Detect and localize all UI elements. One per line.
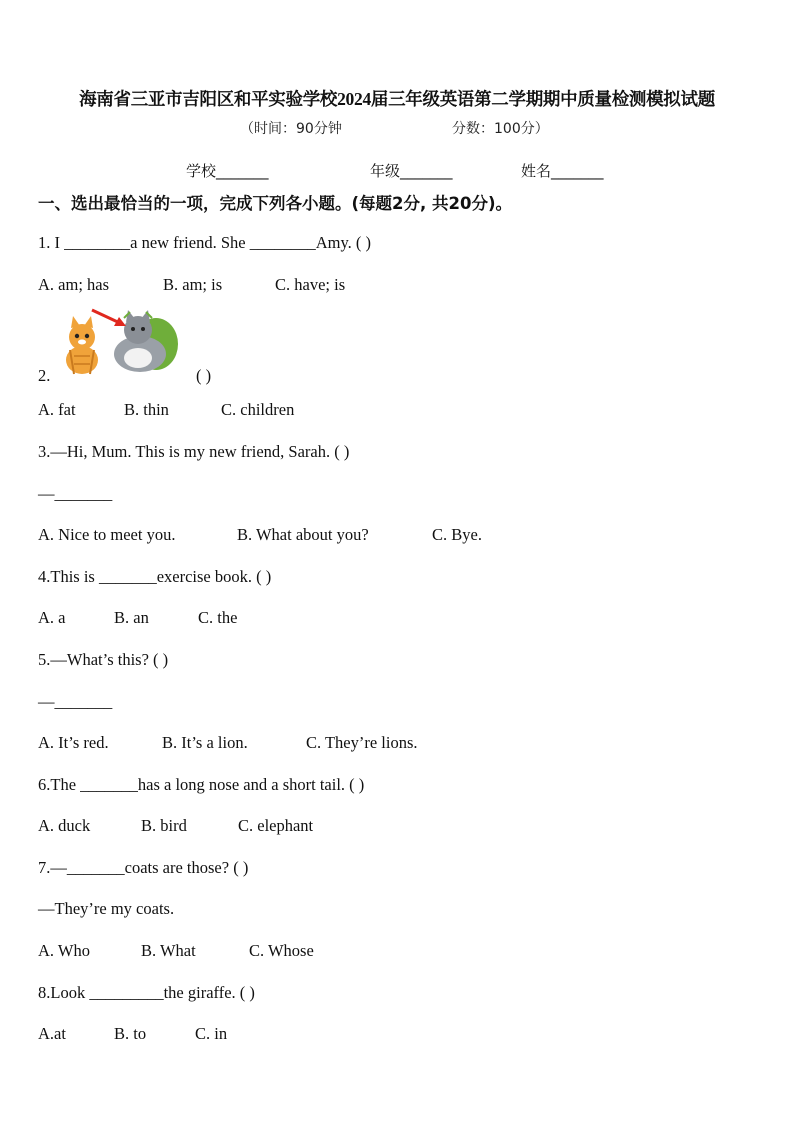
question-7-answer-line: —They’re my coats.: [38, 899, 175, 918]
question-7-option-c: C. Whose: [249, 941, 314, 960]
question-6-option-c: C. elephant: [238, 816, 314, 835]
question-3-option-c: C. Bye.: [432, 525, 482, 544]
question-3-option-a: A. Nice to meet you.: [38, 525, 176, 544]
question-2-option-b: B. thin: [124, 400, 169, 419]
question-3-option-b: B. What about you?: [237, 525, 369, 544]
question-6-option-b: B. bird: [141, 816, 187, 835]
red-arrow-icon: [92, 310, 126, 326]
question-8-option-b: B. to: [114, 1024, 147, 1043]
question-7-option-b: B. What: [141, 941, 196, 960]
grade-field: 年级_______: [370, 162, 453, 180]
question-7-stem: 7.—_______coats are those? ( ): [38, 858, 249, 877]
question-2-paren: ( ): [196, 366, 212, 385]
exam-title: 海南省三亚市吉阳区和平实验学校2024届三年级英语第二学期期中质量检测模拟试题: [79, 89, 715, 109]
question-7-option-a: A. Who: [38, 941, 90, 960]
question-2-option-c: C. children: [221, 400, 295, 419]
question-2-option-a: A. fat: [38, 400, 76, 419]
question-4-stem: 4.This is _______exercise book. ( ): [38, 567, 272, 586]
name-field: 姓名_______: [521, 162, 604, 180]
section-heading: 一、选出最恰当的一项，完成下列各小题。(每题2分, 共20分)。: [38, 194, 513, 213]
question-3-stem: 3.—Hi, Mum. This is my new friend, Sarah. ( ): [38, 442, 350, 461]
question-1-stem: 1. I ________a new friend. She ________Amy. ( ): [38, 233, 371, 252]
question-4-option-c: C. the: [198, 608, 238, 627]
question-5-option-c: C. They’re lions.: [306, 733, 418, 752]
question-4-option-b: B. an: [114, 608, 149, 627]
question-1-option-a: A. am; has: [38, 275, 110, 294]
question-6-option-a: A. duck: [38, 816, 91, 835]
orange-cat-icon: [66, 316, 98, 374]
question-8-stem: 8.Look _________the giraffe. ( ): [38, 983, 255, 1002]
exam-time: （时间：90分钟: [240, 121, 342, 137]
question-3-answer-line: —_______: [38, 484, 113, 503]
question-6-stem: 6.The _______has a long nose and a short tail. ( ): [38, 775, 365, 794]
question-5-answer-line: —_______: [38, 692, 113, 711]
cats-illustration: [52, 304, 182, 380]
question-8-option-c: C. in: [195, 1024, 228, 1043]
question-2-stem: 2.: [38, 366, 51, 385]
school-field: 学校_______: [186, 162, 269, 180]
question-5-option-a: A. It’s red.: [38, 733, 109, 752]
question-1-option-b: B. am; is: [163, 275, 223, 294]
exam-score: 分数：100分）: [452, 121, 549, 137]
question-8-option-a: A.at: [38, 1024, 66, 1043]
question-1-option-c: C. have; is: [275, 275, 346, 294]
question-5-option-b: B. It’s a lion.: [162, 733, 248, 752]
question-4-option-a: A. a: [38, 608, 66, 627]
question-5-stem: 5.—What’s this? ( ): [38, 650, 169, 669]
